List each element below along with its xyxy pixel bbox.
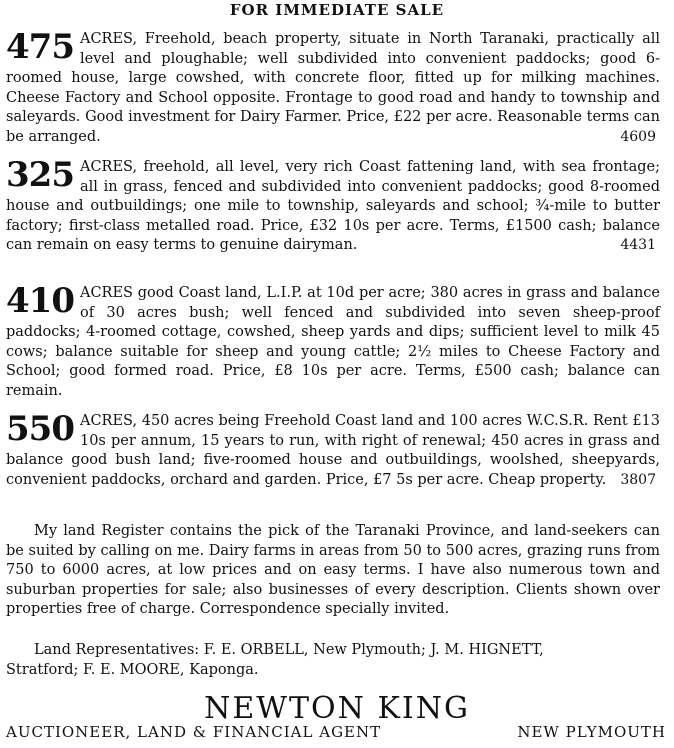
listing-475: [6, 27, 660, 147]
representatives-line-2: Stratford; F. E. MOORE, Kaponga.: [6, 662, 259, 678]
listing-number: 550: [6, 409, 74, 449]
brand-name: NEWTON KING: [204, 691, 470, 726]
listing-325: [6, 155, 660, 256]
footer-occupation: AUCTIONEER, LAND & FINANCIAL AGENT: [6, 723, 382, 741]
land-representatives: [6, 640, 666, 680]
listing-text: ACRES, 450 acres being Freehold Coast land and 100 acres W.C.S.R. Rent £13 10s per annum, 15 years to run, with right of renewal; 450 acres in grass and balance good bush land; five-roomed house and outbuildings, woolshed, sheepyards, convenient paddocks, orchard and garden. Price, £7 5s per acre. Cheap property.: [6, 413, 660, 488]
listing-410: [6, 281, 660, 401]
listing-text: ACRES, freehold, all level, very rich Coast fattening land, with sea frontage; all in grass, fenced and subdivided into convenient paddocks; good 8-roomed house and outbuildings; one mile to township, saleyards and school; ¾-mile to butter factory; first-class metalled road. Price, £32 10s per acre. Terms, £1500 cash; balance can remain on easy terms to genuine dairyman.: [6, 159, 660, 253]
representatives-line-1: Land Representatives: F. E. ORBELL, New Plymouth; J. M. HIGNETT,: [34, 642, 544, 658]
listing-ref: 4431: [620, 237, 656, 253]
listing-text: ACRES, Freehold, beach property, situate in North Taranaki, practically all level and ploughable; well subdivided into convenient paddocks; good 6-roomed house, large cowshed, with concrete floor, fitted up for milking machines. Cheese Factory and School opposite. Frontage to good road and handy to township and saleyards. Good investment for Dairy Farmer. Price, £22 per acre. Reasonable terms can be arranged.: [6, 31, 660, 145]
footer: [6, 722, 666, 742]
listing-text: ACRES good Coast land, L.I.P. at 10d per acre; 380 acres in grass and balance of 30 acres bush; well fenced and subdivided into seven sheep-proof paddocks; 4-roomed cottage, cowshed, sheep yards and dips; sufficient level to milk 45 cows; balance suitable for sheep and young cattle; 2½ miles to Cheese Factory and School; good formed road. Price, £8 10s per acre. Terms, £500 cash; balance can remain.: [6, 285, 660, 399]
listing-number: 325: [6, 155, 74, 195]
land-register-paragraph: [6, 522, 660, 620]
listing-number: 410: [6, 281, 74, 321]
listing-number: 475: [6, 27, 74, 67]
footer-location: NEW PLYMOUTH: [517, 723, 666, 741]
advert-heading: FOR IMMEDIATE SALE: [229, 1, 445, 19]
register-text: My land Register contains the pick of the Taranaki Province, and land-seekers can be suited by calling on me. Dairy farms in areas from 50 to 500 acres, grazing runs from 750 to 6000 acres, at low prices and on easy terms. I have also numerous town and suburban properties for sale; also businesses of every description. Clients shown over properties free of charge. Correspondence specially invited.: [6, 523, 660, 617]
listing-ref: 3807: [620, 471, 656, 488]
listing-550: [6, 409, 660, 490]
listing-ref: 4609: [620, 128, 656, 145]
